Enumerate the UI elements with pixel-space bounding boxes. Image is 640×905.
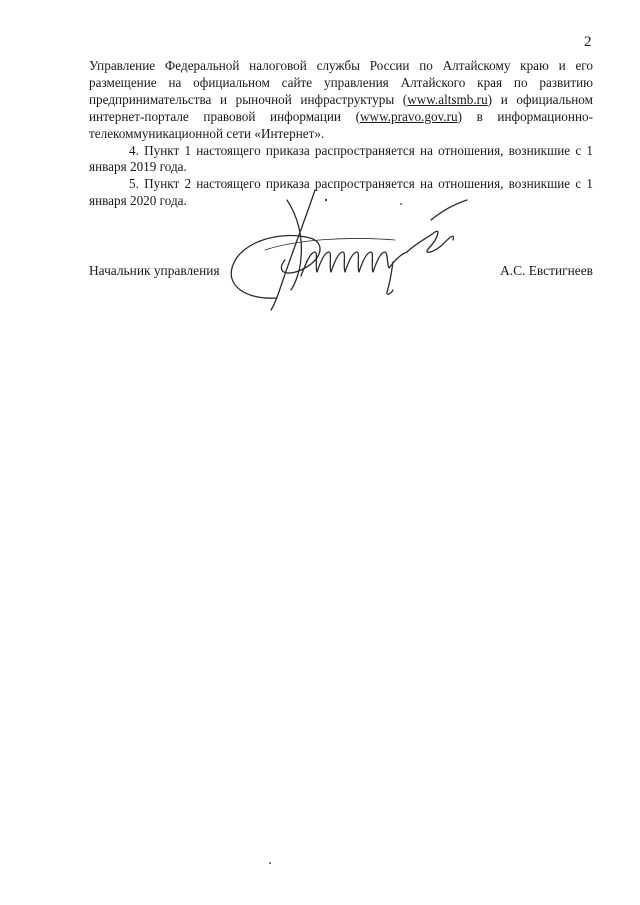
signer-position-title: Начальник управления [89,263,220,278]
signer-name: А.С. Евстигнеев [500,263,593,278]
paragraph-publication-text-start: Управление Федеральной налоговой службы России по Алтайскому краю и его размещение на официальном сайте управления Алтайского края по развитию предпринимательства и рыночной инфраструктуры ( [89,58,593,107]
paragraph-item-5: 5. Пункт 2 настоящего приказа распространяется на отношения, возникшие с 1 января 2020 года. [89,176,593,209]
altsmb-website-link: www.altsmb.ru [407,91,488,107]
page-number: 2 [584,34,592,50]
handwritten-signature [205,180,475,315]
paragraph-publication-text-end: ) в информационно-телекоммуникационной сети «Интернет». [89,108,593,141]
paragraph-publication [89,58,593,143]
scan-speck [269,862,271,864]
pravo-portal-link: www.pravo.gov.ru [360,108,458,124]
paragraph-item-4: 4. Пункт 1 настоящего приказа распространяется на отношения, возникшие с 1 января 2019 года. [89,142,593,175]
paragraph-publication-text-middle: ) и официальном интернет-портале правовой информации ( [89,91,593,124]
